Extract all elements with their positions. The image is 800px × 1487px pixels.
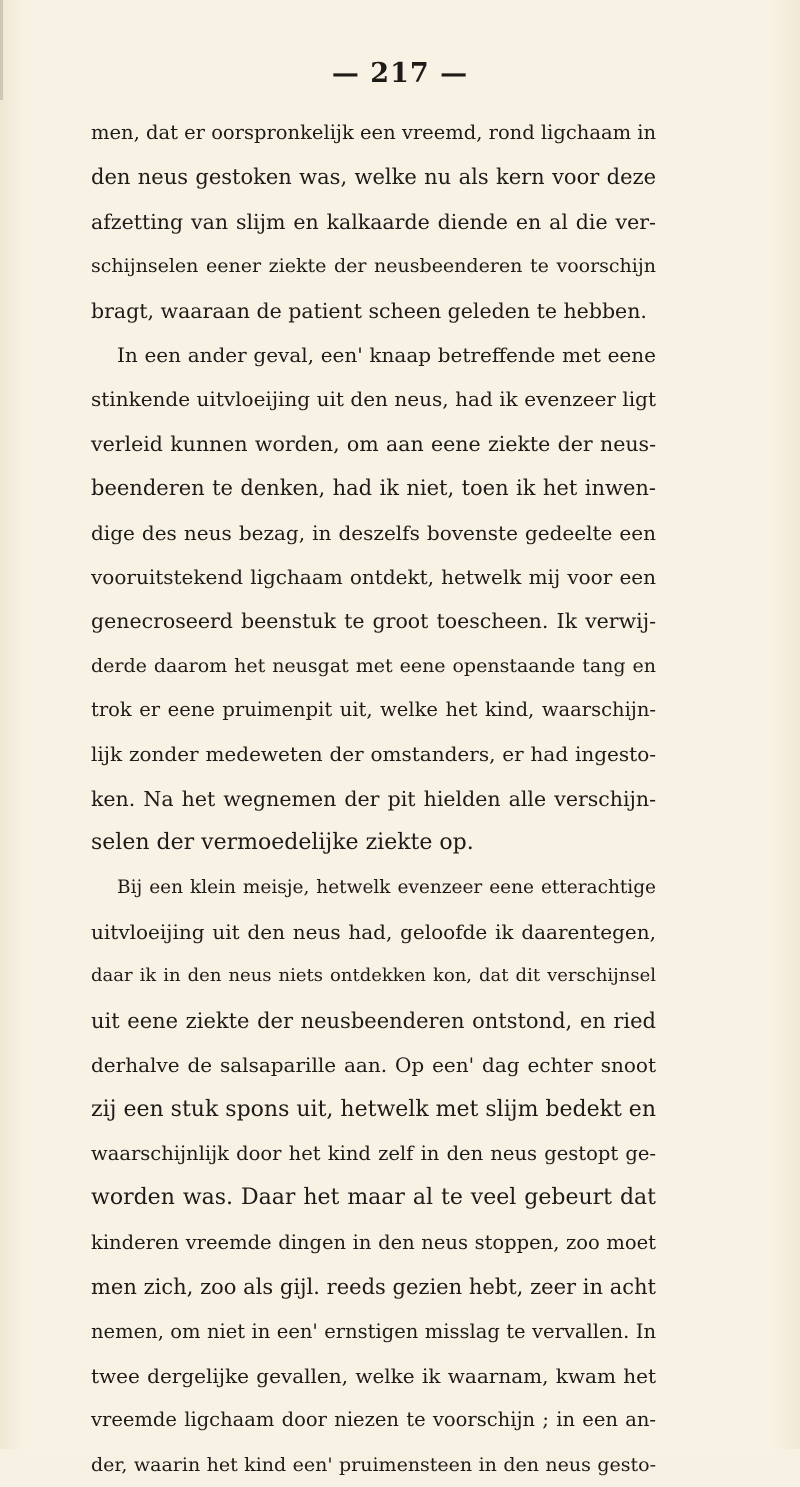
text-line: derde daarom het neusgat met eene openstaande tang en [91, 654, 656, 677]
text-line: worden was. Daar het maar al te veel gebeurt dat [91, 1185, 656, 1211]
text-line: afzetting van slijm en kalkaarde diende en al die ver- [91, 209, 656, 234]
text-line: schijnselen eener ziekte der neusbeenderen te voorschijn [91, 255, 656, 278]
text-line: ken. Na het wegnemen der pit hielden alle verschijn- [91, 786, 656, 811]
text-line: lijk zonder medeweten der omstanders, er had ingesto- [91, 742, 656, 767]
text-line: In een ander geval, een' knaap betreffende met eene [117, 342, 656, 367]
text-line: men, dat er oorspronkelijk een vreemd, rond ligchaam in [91, 121, 657, 144]
text-line: selen der vermoedelijke ziekte op. [91, 830, 474, 856]
text-line: vooruitstekend ligchaam ontdekt, hetwelk mij voor een [91, 564, 656, 589]
text-line: den neus gestoken was, welke nu als kern voor deze [91, 165, 656, 190]
text-line: twee dergelijke gevallen, welke ik waarnam, kwam het [91, 1363, 656, 1388]
text-line: vreemde ligchaam door niezen te voorschijn ; in een an- [91, 1408, 656, 1432]
text-line: kinderen vreemde dingen in den neus stoppen, zoo moet [91, 1230, 656, 1254]
page-number: — 217 — [331, 58, 469, 89]
text-line: zij een stuk spons uit, hetwelk met slijm bedekt en [91, 1096, 656, 1122]
text-line: verleid kunnen worden, om aan eene ziekte der neus- [91, 431, 656, 456]
text-line: dige des neus bezag, in deszelfs bovenste gedeelte een [91, 520, 656, 545]
text-line: trok er eene pruimenpit uit, welke het kind, waarschijn- [91, 698, 656, 722]
text-line: nemen, om niet in een' ernstigen misslag te vervallen. In [91, 1319, 656, 1343]
text-line: stinkende uitvloeijing uit den neus, had ik evenzeer ligt [91, 387, 656, 412]
body-text [91, 111, 656, 1487]
text-line: daar ik in den neus niets ontdekken kon, dat dit verschijnsel [91, 965, 656, 987]
text-line: uit eene ziekte der neusbeenderen ontstond, en ried [91, 1008, 656, 1033]
text-line: bragt, waaraan de patient scheen geleden te hebben. [91, 298, 647, 323]
text-line: uitvloeijing uit den neus had, geloofde ik daarentegen, [91, 920, 656, 945]
text-line: derhalve de salsaparille aan. Op een' dag echter snoot [91, 1053, 656, 1078]
text-line: genecroseerd beenstuk te groot toescheen. Ik verwij- [91, 609, 656, 634]
text-line: der, waarin het kind een' pruimensteen in den neus gesto- [91, 1453, 656, 1476]
text-line: beenderen te denken, had ik niet, toen ik het inwen- [91, 476, 656, 501]
text-line: men zich, zoo als gijl. reeds gezien hebt, zeer in acht [91, 1275, 656, 1300]
text-line: Bij een klein meisje, hetwelk evenzeer eene etterachtige [117, 876, 656, 898]
text-line: waarschijnlijk door het kind zelf in den neus gestopt ge- [91, 1141, 656, 1165]
